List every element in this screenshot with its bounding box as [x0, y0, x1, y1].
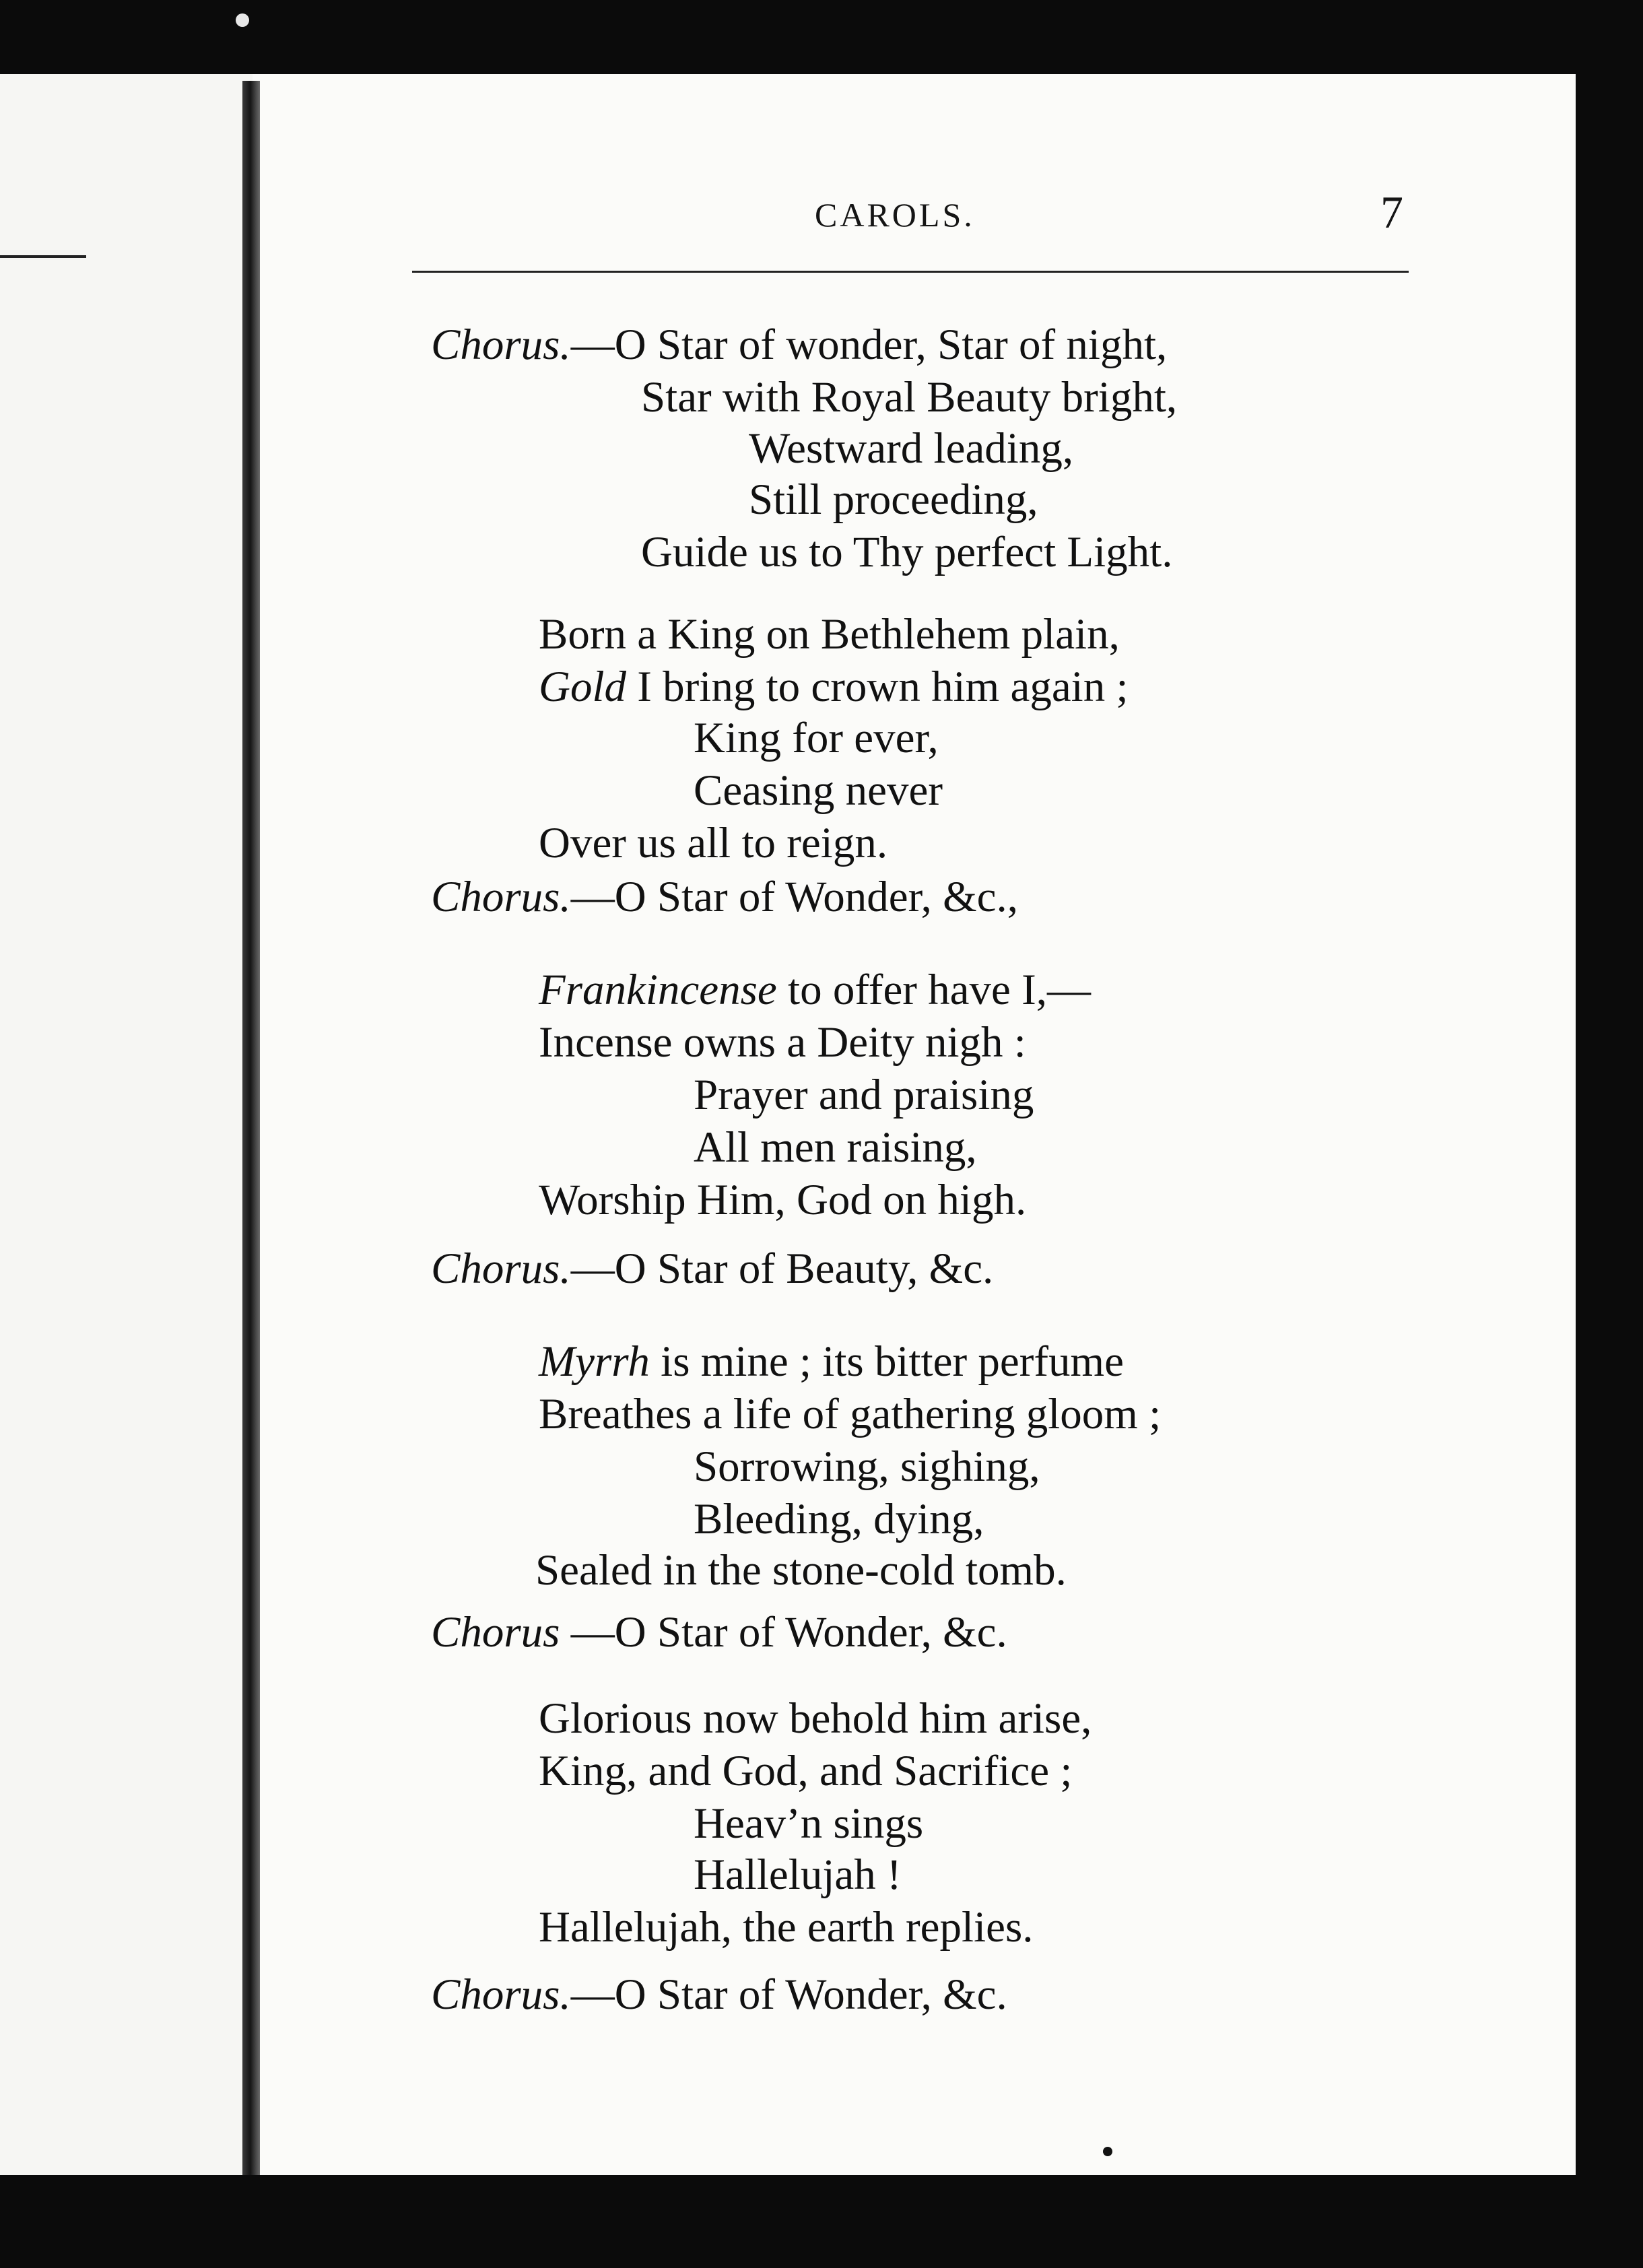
verse-line: Worship Him, God on high. [539, 1176, 1027, 1224]
verse-text: to offer have I,— [776, 966, 1092, 1014]
verse-text: —O Star of Beauty, &c. [570, 1244, 994, 1293]
verse-text: —O Star of Wonder, &c. [570, 1970, 1007, 2019]
emphasis-word: Frankincense [539, 966, 777, 1014]
verse-line: Star with Royal Beauty bright, [641, 373, 1178, 422]
verse-line: Born a King on Bethlehem plain, [539, 610, 1120, 659]
verse-line: Heav’n sings [694, 1799, 924, 1848]
verse-line: Breathes a life of gathering gloom ; [539, 1390, 1162, 1438]
chorus-line [431, 1970, 1007, 2019]
page-number: 7 [1380, 187, 1403, 238]
verse-line: Ceasing never [694, 766, 943, 815]
verse-text: —O Star of Wonder, &c., [570, 873, 1019, 921]
verse-line: Hallelujah ! [694, 1850, 902, 1899]
verse-line: Guide us to Thy perfect Light. [641, 528, 1173, 576]
verse-line [539, 968, 1091, 1012]
verse-line: Sorrowing, sighing, [694, 1442, 1040, 1491]
verse-line: Over us all to reign. [539, 819, 888, 867]
verse-line: Bleeding, dying, [694, 1495, 984, 1543]
verse-text: —O Star of wonder, Star of night, [570, 321, 1168, 369]
verse-line [539, 665, 1129, 709]
facing-page-edge [0, 74, 253, 2175]
verse-line: All men raising, [694, 1123, 977, 1172]
chorus-line [431, 875, 1018, 919]
verse-text: I bring to crown him again ; [626, 663, 1129, 711]
chorus-label: Chorus [431, 1608, 560, 1657]
chorus-label: Chorus. [431, 1244, 571, 1293]
emphasis-word: Gold [539, 663, 626, 711]
facing-page-rule [0, 255, 86, 258]
verse-line: King, and God, and Sacrifice ; [539, 1747, 1073, 1795]
verse-line: Glorious now behold him arise, [539, 1694, 1092, 1743]
header-rule [412, 271, 1409, 273]
chorus-line [431, 323, 1167, 367]
verse-line: Prayer and praising [694, 1071, 1034, 1119]
verse-line: Still proceeding, [749, 475, 1038, 524]
ink-speck [1103, 2147, 1112, 2156]
paper-speck [236, 13, 249, 27]
verse-line: Westward leading, [749, 424, 1074, 473]
chorus-label: Chorus. [431, 873, 571, 921]
verse-line [539, 1337, 1124, 1386]
verse-line: King for ever, [694, 714, 939, 762]
chorus-label: Chorus. [431, 321, 571, 369]
book-gutter [242, 81, 260, 2175]
verse-line: Sealed in the stone-cold tomb. [535, 1546, 1067, 1595]
verse-text: is mine ; its bitter perfume [649, 1337, 1124, 1386]
running-head: CAROLS. [815, 196, 975, 234]
emphasis-word: Myrrh [539, 1337, 650, 1386]
chorus-label: Chorus. [431, 1970, 571, 2019]
verse-text: —O Star of Wonder, &c. [560, 1608, 1007, 1657]
chorus-line [431, 1244, 994, 1293]
verse-line: Hallelujah, the earth replies. [539, 1903, 1034, 1952]
verse-line: Incense owns a Deity nigh : [539, 1018, 1026, 1067]
chorus-line [431, 1608, 1007, 1657]
